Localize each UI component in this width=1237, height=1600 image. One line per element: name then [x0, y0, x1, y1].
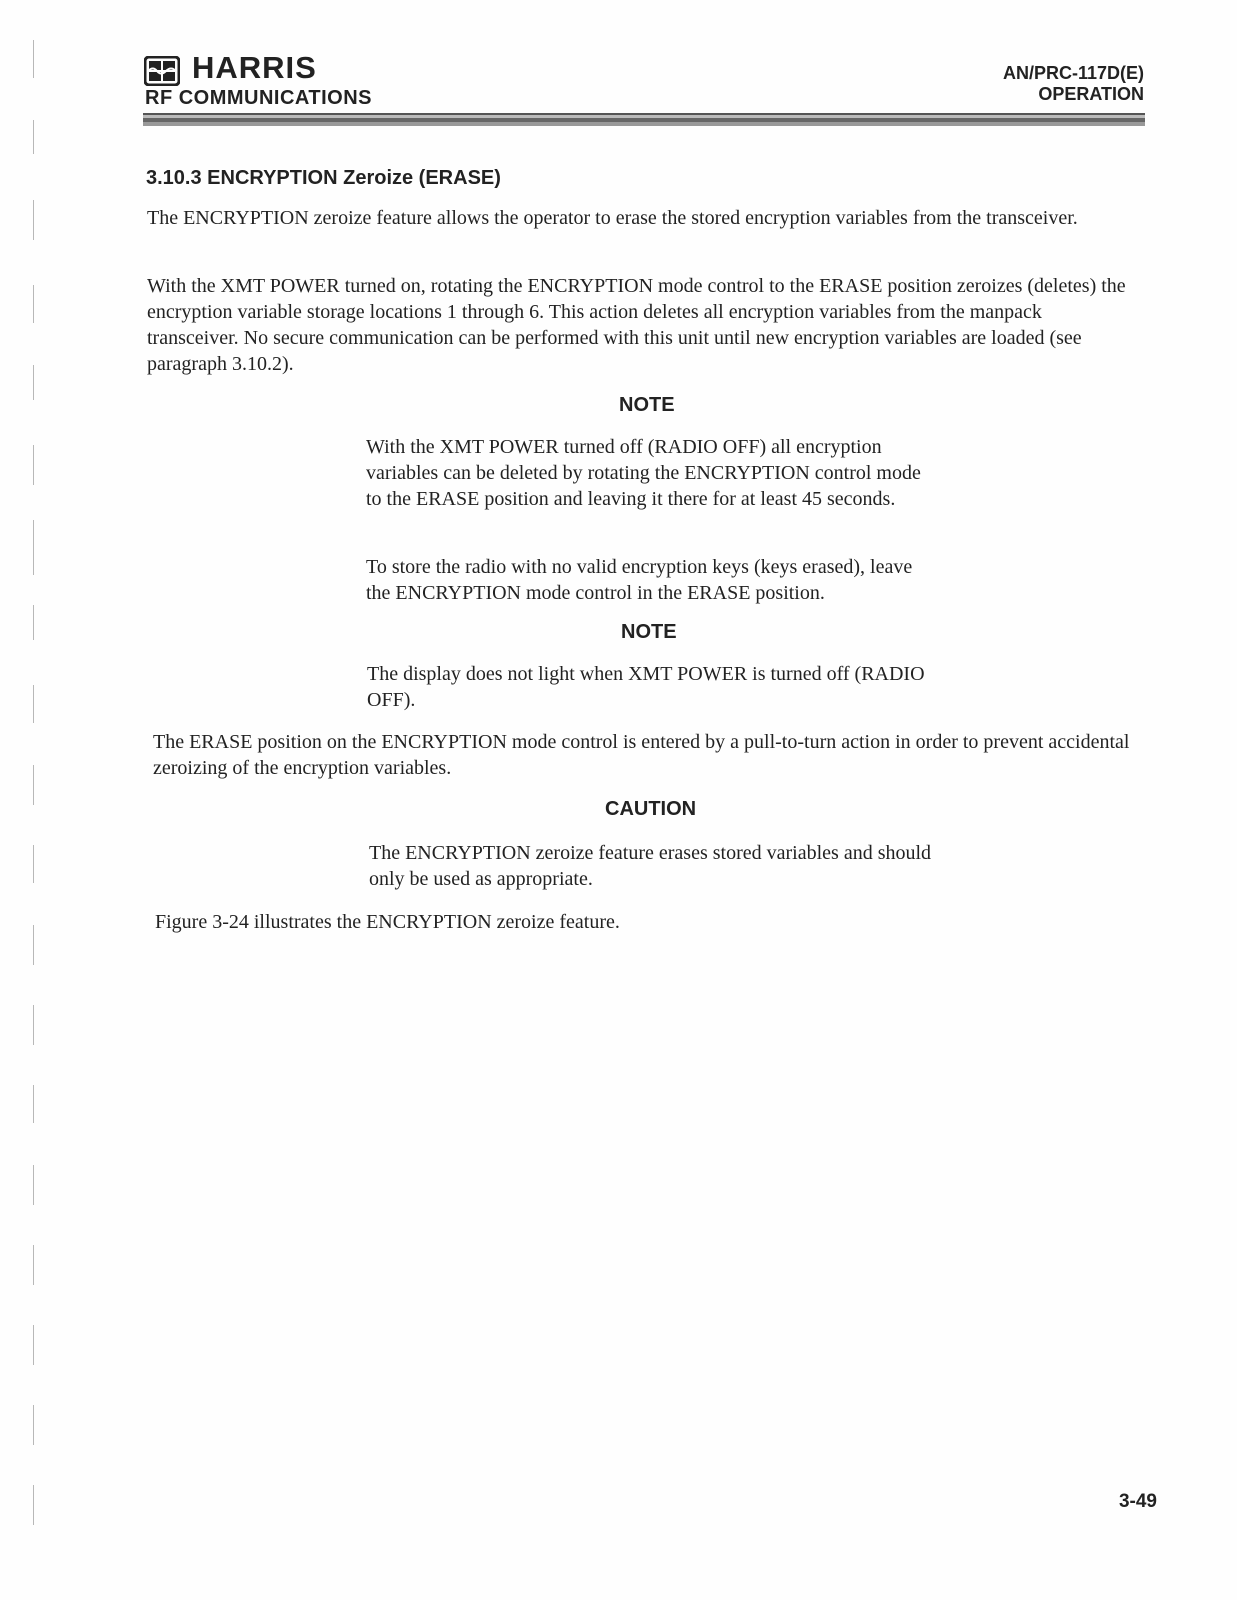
- document-id: AN/PRC-117D(E): [1002, 63, 1144, 83]
- document-section: OPERATION: [1038, 84, 1144, 104]
- binding-hole-marks: [33, 40, 37, 1560]
- note-heading-2: NOTE: [621, 621, 677, 643]
- header-rule: [143, 113, 1145, 126]
- harris-logo-icon: [144, 56, 180, 86]
- paragraph-xmt-power-on: With the XMT POWER turned on, rotating the ENCRYPTION mode control to the ERASE position zeroizes (deletes) the encryption variable storage locations 1 through 6. This action deletes all encryption variables from the manpack transceiver. No secure communication can be performed with this unit until new encryption variables are loaded (see paragraph 3.10.2).: [147, 275, 1126, 375]
- paragraph-pull-to-turn: The ERASE position on the ENCRYPTION mode control is entered by a pull-to-turn action in order to prevent accidental zeroizing of the encryption variables.: [153, 731, 1130, 779]
- paragraph-intro: The ENCRYPTION zeroize feature allows the operator to erase the stored encryption variables from the transceiver.: [147, 207, 1078, 229]
- note-heading: NOTE: [619, 394, 675, 416]
- note-paragraph-display: The display does not light when XMT POWER is turned off (RADIO OFF).: [367, 663, 925, 711]
- paragraph-figure-reference: Figure 3-24 illustrates the ENCRYPTION zeroize feature.: [155, 911, 620, 933]
- caution-heading: CAUTION: [605, 798, 697, 820]
- section-heading: 3.10.3 ENCRYPTION Zeroize (ERASE): [146, 167, 501, 189]
- caution-paragraph: The ENCRYPTION zeroize feature erases stored variables and should only be used as appropriate.: [369, 842, 932, 890]
- note-paragraph-storage: To store the radio with no valid encryption keys (keys erased), leave the ENCRYPTION mode control in the ERASE position.: [366, 556, 913, 604]
- page-number: 3-49: [1118, 1491, 1157, 1512]
- brand-subtitle: RF COMMUNICATIONS: [145, 87, 372, 109]
- note-paragraph-power-off: With the XMT POWER turned off (RADIO OFF) all encryption variables can be deleted by rotating the ENCRYPTION control mode to the ERASE position and leaving it there for at least 45 seconds.: [366, 436, 921, 510]
- brand-name: HARRIS: [192, 50, 317, 85]
